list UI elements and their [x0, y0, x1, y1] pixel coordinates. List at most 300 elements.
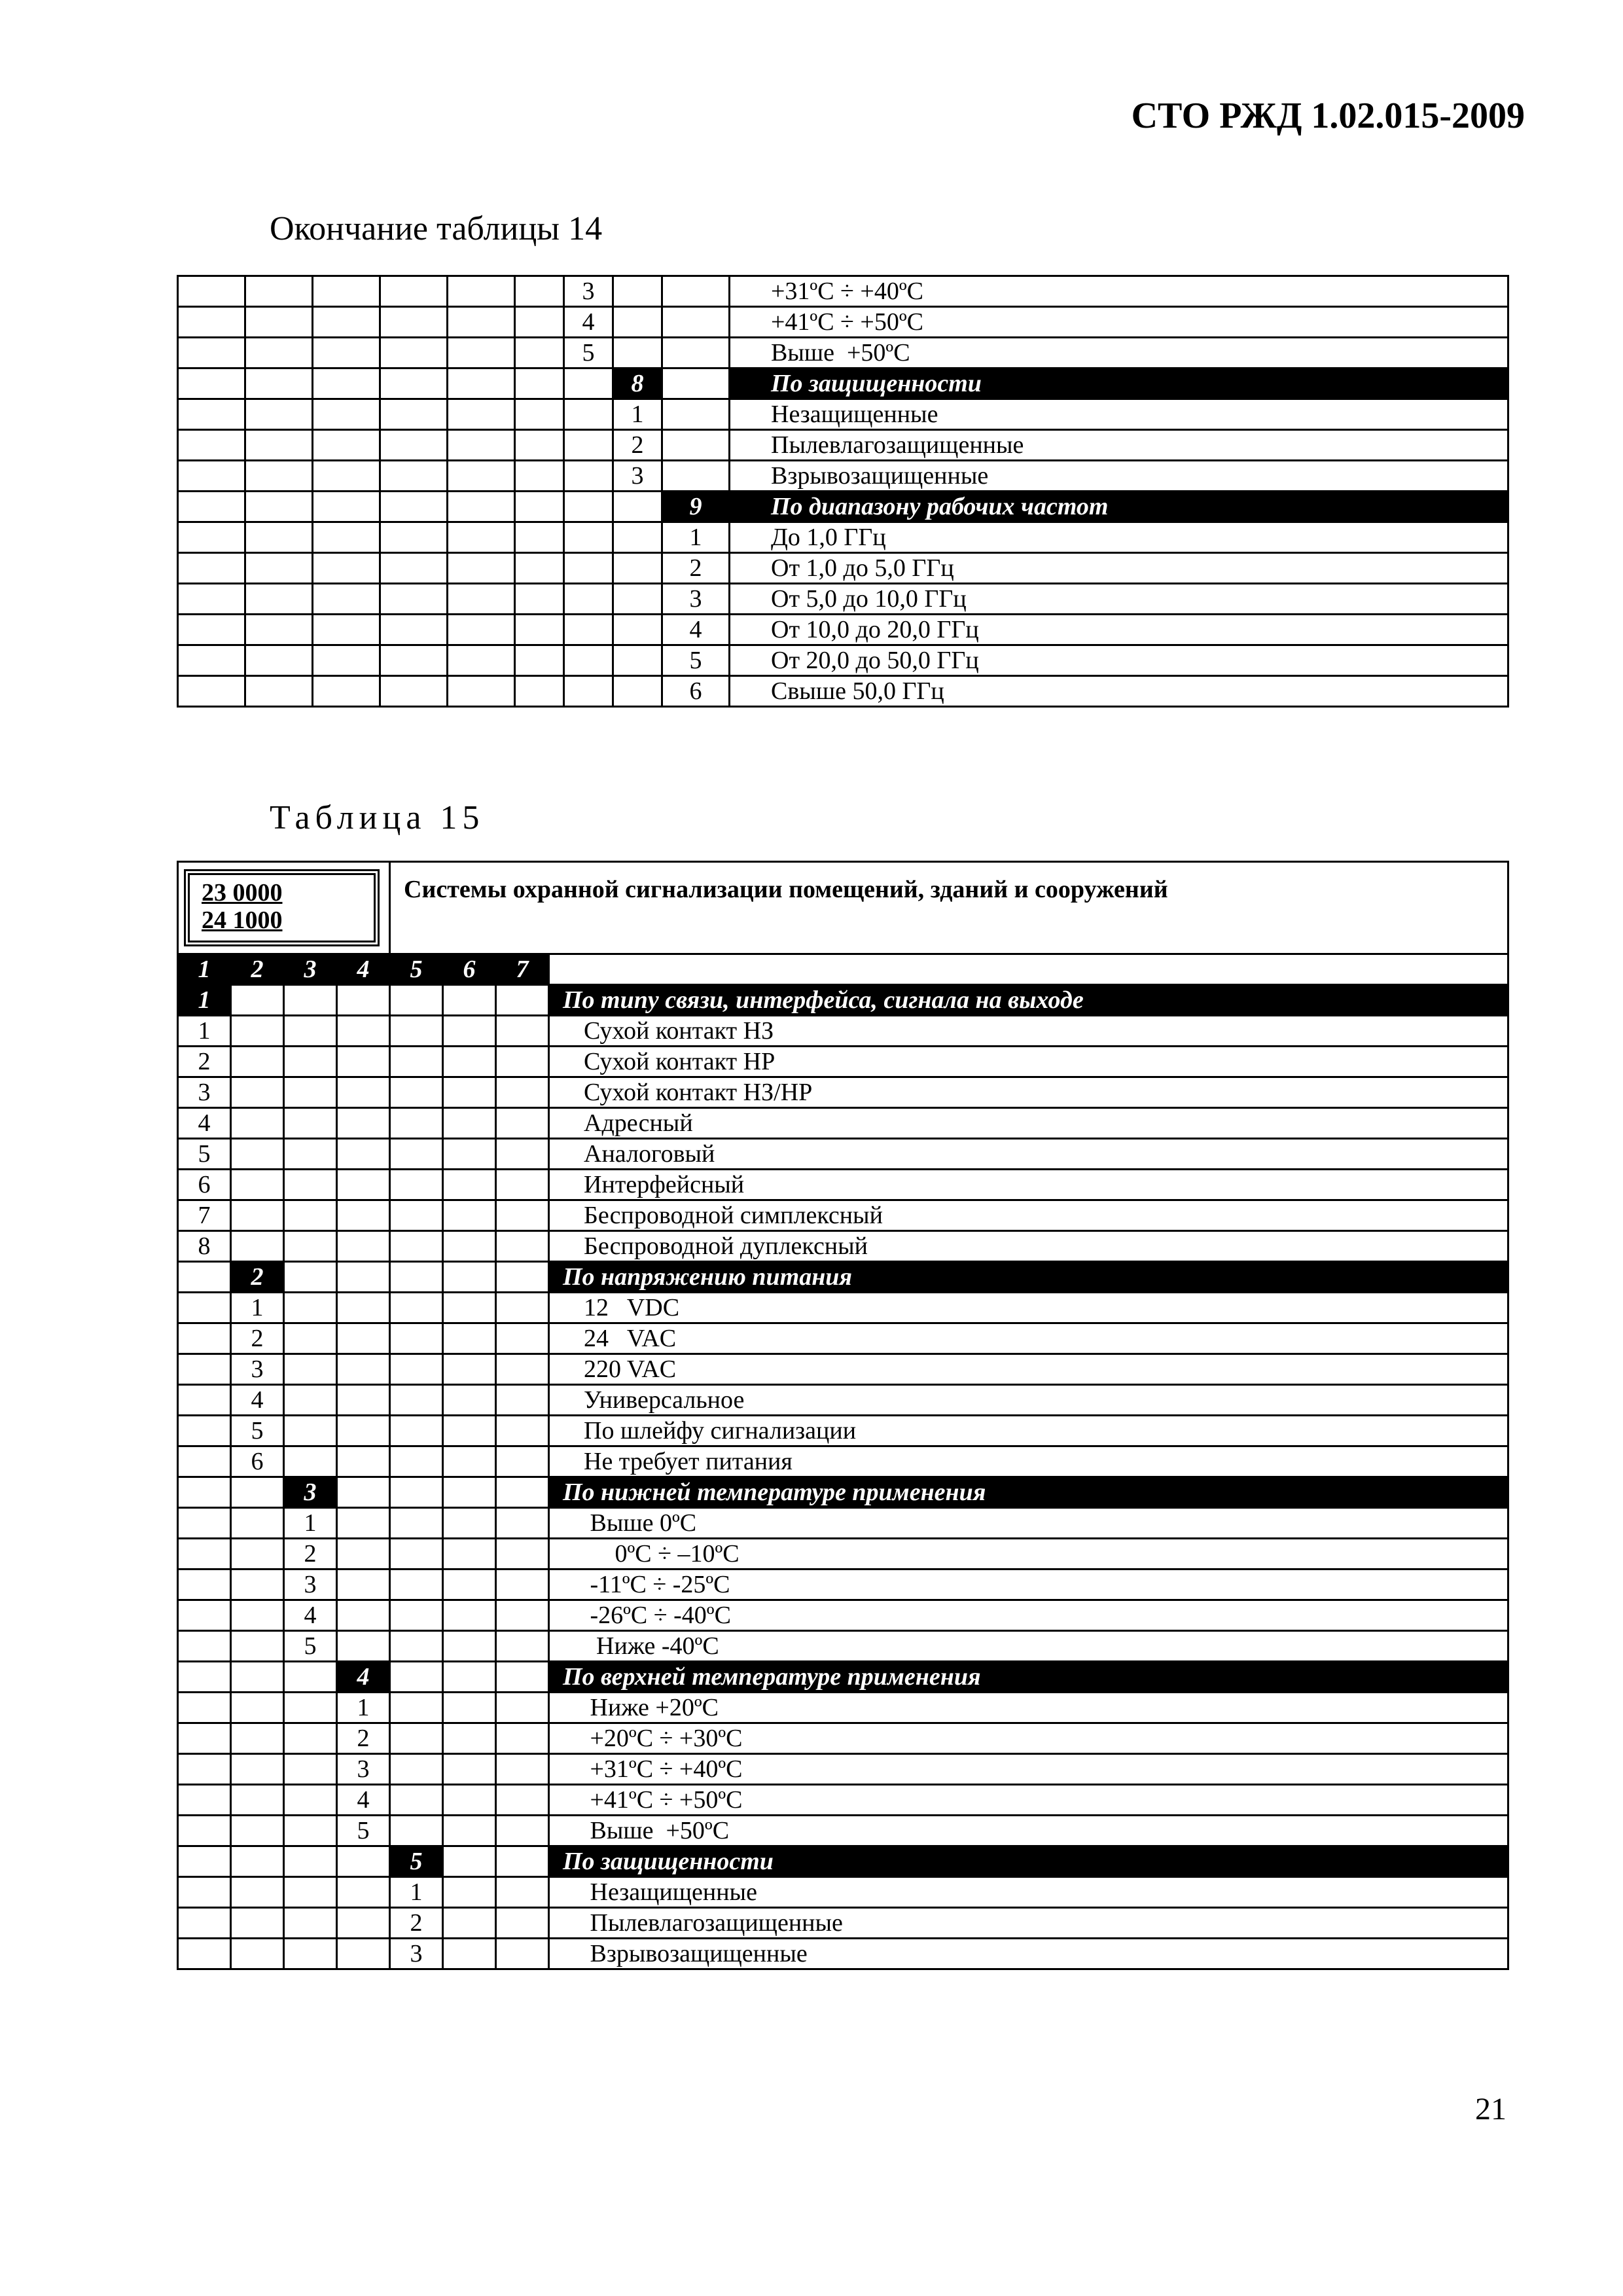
code-cell: 1	[613, 399, 662, 430]
empty-cell	[390, 1262, 443, 1293]
empty-cell	[337, 1047, 390, 1077]
empty-cell	[231, 1754, 284, 1785]
table-row	[178, 1570, 1508, 1600]
empty-cell	[245, 307, 313, 338]
table-row	[178, 461, 1508, 492]
empty-cell	[178, 1846, 231, 1877]
code-cell: 3	[178, 1077, 231, 1108]
empty-cell	[178, 461, 245, 492]
code-cell: 1	[662, 522, 730, 553]
empty-cell	[231, 1508, 284, 1539]
empty-cell	[178, 1385, 231, 1416]
empty-cell	[496, 1693, 549, 1723]
group-code-cell: 5	[390, 1846, 443, 1877]
group-title-cell: По верхней температуре применения	[549, 1662, 1508, 1693]
empty-cell	[443, 1570, 496, 1600]
table-row	[178, 1508, 1508, 1539]
code-cell: 8	[178, 1231, 231, 1262]
empty-cell	[448, 430, 515, 461]
empty-cell	[337, 1908, 390, 1939]
empty-cell	[178, 276, 245, 307]
empty-cell	[515, 399, 564, 430]
empty-cell	[231, 1908, 284, 1939]
description-cell: От 20,0 до 50,0 ГГц	[730, 645, 1508, 676]
empty-cell	[443, 1446, 496, 1477]
empty-cell	[231, 985, 284, 1016]
table-15	[177, 861, 1509, 1970]
empty-cell	[284, 1016, 337, 1047]
empty-cell	[564, 615, 613, 645]
empty-cell	[178, 1539, 231, 1570]
group-title-cell: По защищенности	[730, 368, 1508, 399]
empty-cell	[443, 1077, 496, 1108]
empty-cell	[496, 1570, 549, 1600]
table-row	[178, 1939, 1508, 1969]
empty-cell	[443, 1662, 496, 1693]
group-header-row	[178, 368, 1508, 399]
empty-cell	[178, 1416, 231, 1446]
empty-cell	[313, 492, 380, 522]
empty-cell	[284, 1047, 337, 1077]
table-row	[178, 676, 1508, 707]
empty-cell	[496, 1354, 549, 1385]
empty-cell	[245, 553, 313, 584]
code-cell: 5	[231, 1416, 284, 1446]
description-cell: +41ºС ÷ +50ºС	[549, 1785, 1508, 1816]
empty-cell	[443, 1231, 496, 1262]
description-cell: Незащищенные	[549, 1877, 1508, 1908]
description-cell: Беспроводной симплексный	[549, 1200, 1508, 1231]
empty-cell	[245, 276, 313, 307]
empty-cell	[284, 1816, 337, 1846]
empty-cell	[443, 1631, 496, 1662]
empty-cell	[284, 1354, 337, 1385]
empty-cell	[178, 1662, 231, 1693]
description-column-header	[549, 954, 1508, 985]
empty-cell	[337, 1139, 390, 1170]
code-cell: 2	[178, 1047, 231, 1077]
group-header-row	[178, 1662, 1508, 1693]
table-row	[178, 399, 1508, 430]
empty-cell	[496, 1416, 549, 1446]
empty-cell	[613, 522, 662, 553]
empty-cell	[448, 461, 515, 492]
empty-cell	[178, 338, 245, 368]
table-row	[178, 1693, 1508, 1723]
group-code-cell: 4	[337, 1662, 390, 1693]
empty-cell	[496, 1631, 549, 1662]
empty-cell	[496, 1047, 549, 1077]
empty-cell	[178, 553, 245, 584]
empty-cell	[496, 1385, 549, 1416]
empty-cell	[443, 1293, 496, 1323]
empty-cell	[245, 645, 313, 676]
empty-cell	[613, 276, 662, 307]
group-header-row	[178, 1846, 1508, 1877]
table-row	[178, 1231, 1508, 1262]
empty-cell	[284, 1754, 337, 1785]
empty-cell	[178, 1631, 231, 1662]
table-row	[178, 1908, 1508, 1939]
empty-cell	[496, 1816, 549, 1846]
empty-cell	[245, 338, 313, 368]
empty-cell	[245, 676, 313, 707]
empty-cell	[390, 985, 443, 1016]
table-row	[178, 1047, 1508, 1077]
empty-cell	[390, 1293, 443, 1323]
description-cell: От 5,0 до 10,0 ГГц	[730, 584, 1508, 615]
description-cell: Взрывозащищенные	[549, 1939, 1508, 1969]
empty-cell	[337, 1262, 390, 1293]
empty-cell	[284, 1077, 337, 1108]
empty-cell	[231, 1693, 284, 1723]
group-title-cell: По напряжению питания	[549, 1262, 1508, 1293]
code-cell: 1	[337, 1693, 390, 1723]
table-row	[178, 1323, 1508, 1354]
group-title-cell: По защищенности	[549, 1846, 1508, 1877]
code-cell: 3	[564, 276, 613, 307]
description-cell: -11ºС ÷ -25ºС	[549, 1570, 1508, 1600]
empty-cell	[662, 399, 730, 430]
empty-cell	[390, 1631, 443, 1662]
table-row	[178, 1600, 1508, 1631]
description-cell: От 1,0 до 5,0 ГГц	[730, 553, 1508, 584]
empty-cell	[390, 1416, 443, 1446]
empty-cell	[380, 676, 448, 707]
empty-cell	[380, 522, 448, 553]
description-cell: Сухой контакт НЗ/НР	[549, 1077, 1508, 1108]
empty-cell	[443, 1693, 496, 1723]
empty-cell	[390, 1077, 443, 1108]
description-cell: Выше 0ºС	[549, 1508, 1508, 1539]
table-row	[178, 553, 1508, 584]
description-cell: Взрывозащищенные	[730, 461, 1508, 492]
empty-cell	[443, 1508, 496, 1539]
code-cell: 6	[231, 1446, 284, 1477]
empty-cell	[448, 307, 515, 338]
empty-cell	[178, 615, 245, 645]
empty-cell	[178, 1877, 231, 1908]
description-cell: 12 VDC	[549, 1293, 1508, 1323]
empty-cell	[515, 338, 564, 368]
empty-cell	[496, 1662, 549, 1693]
empty-cell	[390, 1785, 443, 1816]
empty-cell	[178, 1354, 231, 1385]
empty-cell	[662, 276, 730, 307]
empty-cell	[443, 1600, 496, 1631]
empty-cell	[496, 1477, 549, 1508]
empty-cell	[313, 522, 380, 553]
description-cell: +41ºС ÷ +50ºС	[730, 307, 1508, 338]
empty-cell	[390, 1446, 443, 1477]
table-row	[178, 615, 1508, 645]
empty-cell	[390, 1539, 443, 1570]
empty-cell	[231, 1047, 284, 1077]
empty-cell	[443, 1385, 496, 1416]
empty-cell	[380, 615, 448, 645]
empty-cell	[245, 492, 313, 522]
empty-cell	[284, 1262, 337, 1293]
column-number: 7	[496, 954, 549, 985]
empty-cell	[284, 985, 337, 1016]
empty-cell	[443, 1416, 496, 1446]
empty-cell	[443, 1908, 496, 1939]
empty-cell	[380, 584, 448, 615]
empty-cell	[284, 1108, 337, 1139]
empty-cell	[443, 1477, 496, 1508]
code-cell: 7	[178, 1200, 231, 1231]
empty-cell	[337, 1323, 390, 1354]
empty-cell	[448, 584, 515, 615]
empty-cell	[390, 1600, 443, 1631]
empty-cell	[662, 368, 730, 399]
table-row	[178, 1385, 1508, 1416]
table15-title: Системы охранной сигнализации помещений, зданий и сооружений	[390, 862, 1508, 954]
empty-cell	[284, 1231, 337, 1262]
description-cell: Пылевлагозащищенные	[730, 430, 1508, 461]
empty-cell	[390, 1693, 443, 1723]
empty-cell	[443, 1785, 496, 1816]
empty-cell	[443, 1170, 496, 1200]
empty-cell	[496, 985, 549, 1016]
group-title-cell: По нижней температуре применения	[549, 1477, 1508, 1508]
empty-cell	[337, 1200, 390, 1231]
empty-cell	[178, 645, 245, 676]
empty-cell	[390, 1477, 443, 1508]
empty-cell	[337, 1108, 390, 1139]
empty-cell	[231, 1477, 284, 1508]
empty-cell	[448, 553, 515, 584]
code-cell: 6	[662, 676, 730, 707]
code-cell: 4	[564, 307, 613, 338]
code-cell: 4	[337, 1785, 390, 1816]
empty-cell	[337, 1939, 390, 1969]
empty-cell	[337, 1846, 390, 1877]
empty-cell	[337, 1385, 390, 1416]
empty-cell	[515, 461, 564, 492]
classifier-code-cell	[178, 862, 390, 954]
empty-cell	[178, 399, 245, 430]
empty-cell	[178, 1723, 231, 1754]
empty-cell	[496, 1108, 549, 1139]
empty-cell	[390, 1047, 443, 1077]
empty-cell	[390, 1231, 443, 1262]
empty-cell	[448, 676, 515, 707]
empty-cell	[390, 1723, 443, 1754]
empty-cell	[178, 1508, 231, 1539]
empty-cell	[443, 1108, 496, 1139]
empty-cell	[613, 492, 662, 522]
page-number: 21	[1475, 2092, 1507, 2126]
empty-cell	[564, 553, 613, 584]
empty-cell	[443, 1139, 496, 1170]
empty-cell	[231, 1662, 284, 1693]
empty-cell	[613, 676, 662, 707]
code-cell: 5	[564, 338, 613, 368]
empty-cell	[178, 1785, 231, 1816]
table-14	[177, 275, 1509, 708]
empty-cell	[662, 461, 730, 492]
empty-cell	[390, 1016, 443, 1047]
group-code-cell: 2	[231, 1262, 284, 1293]
empty-cell	[448, 276, 515, 307]
table-row	[178, 1016, 1508, 1047]
empty-cell	[380, 307, 448, 338]
description-cell: По шлейфу сигнализации	[549, 1416, 1508, 1446]
code-cell: 1	[390, 1877, 443, 1908]
code-cell: 4	[662, 615, 730, 645]
code-cell: 5	[662, 645, 730, 676]
empty-cell	[337, 1077, 390, 1108]
empty-cell	[390, 1570, 443, 1600]
empty-cell	[496, 1231, 549, 1262]
table-row	[178, 1170, 1508, 1200]
code-cell: 5	[178, 1139, 231, 1170]
description-cell: Сухой контакт НР	[549, 1047, 1508, 1077]
empty-cell	[515, 676, 564, 707]
table-row	[178, 1077, 1508, 1108]
empty-cell	[613, 553, 662, 584]
classifier-code-box	[184, 869, 380, 946]
empty-cell	[284, 1877, 337, 1908]
code-cell: 6	[178, 1170, 231, 1200]
group-header-row	[178, 492, 1508, 522]
empty-cell	[448, 645, 515, 676]
empty-cell	[515, 430, 564, 461]
column-number: 5	[390, 954, 443, 985]
description-cell: От 10,0 до 20,0 ГГц	[730, 615, 1508, 645]
empty-cell	[515, 553, 564, 584]
code-cell: 1	[178, 1016, 231, 1047]
table-row	[178, 1139, 1508, 1170]
empty-cell	[390, 1108, 443, 1139]
table-row	[178, 1108, 1508, 1139]
empty-cell	[284, 1323, 337, 1354]
empty-cell	[380, 368, 448, 399]
code-cell: 2	[390, 1908, 443, 1939]
empty-cell	[284, 1170, 337, 1200]
empty-cell	[231, 1631, 284, 1662]
table-row	[178, 1631, 1508, 1662]
empty-cell	[337, 1354, 390, 1385]
table-row	[178, 584, 1508, 615]
empty-cell	[443, 1323, 496, 1354]
table-row	[178, 1416, 1508, 1446]
empty-cell	[662, 307, 730, 338]
empty-cell	[313, 338, 380, 368]
empty-cell	[245, 430, 313, 461]
group-code-cell: 3	[284, 1477, 337, 1508]
empty-cell	[443, 1354, 496, 1385]
empty-cell	[496, 1293, 549, 1323]
empty-cell	[178, 1693, 231, 1723]
empty-cell	[231, 1108, 284, 1139]
code-cell: 3	[613, 461, 662, 492]
empty-cell	[443, 1723, 496, 1754]
empty-cell	[443, 1262, 496, 1293]
empty-cell	[496, 1139, 549, 1170]
empty-cell	[380, 553, 448, 584]
empty-cell	[515, 492, 564, 522]
empty-cell	[313, 461, 380, 492]
code-cell: 3	[284, 1570, 337, 1600]
description-cell: +31ºС ÷ +40ºС	[730, 276, 1508, 307]
empty-cell	[515, 584, 564, 615]
empty-cell	[178, 584, 245, 615]
group-header-row	[178, 1262, 1508, 1293]
group-code-cell: 9	[662, 492, 730, 522]
empty-cell	[496, 1200, 549, 1231]
code-cell: 3	[390, 1939, 443, 1969]
empty-cell	[448, 338, 515, 368]
empty-cell	[284, 1785, 337, 1816]
empty-cell	[515, 615, 564, 645]
empty-cell	[178, 430, 245, 461]
table-row	[178, 307, 1508, 338]
code-cell: 3	[337, 1754, 390, 1785]
empty-cell	[178, 1446, 231, 1477]
description-cell: Ниже +20ºС	[549, 1693, 1508, 1723]
table-row	[178, 522, 1508, 553]
description-cell: Незащищенные	[730, 399, 1508, 430]
empty-cell	[178, 1816, 231, 1846]
empty-cell	[564, 492, 613, 522]
table15-caption: Таблица 15	[270, 799, 485, 836]
empty-cell	[284, 1293, 337, 1323]
description-cell: Аналоговый	[549, 1139, 1508, 1170]
empty-cell	[496, 1016, 549, 1047]
empty-cell	[313, 430, 380, 461]
empty-cell	[613, 615, 662, 645]
empty-cell	[231, 1600, 284, 1631]
code-cell: 5	[284, 1631, 337, 1662]
empty-cell	[496, 1508, 549, 1539]
column-number: 3	[284, 954, 337, 985]
empty-cell	[380, 276, 448, 307]
empty-cell	[178, 1477, 231, 1508]
empty-cell	[390, 1323, 443, 1354]
empty-cell	[337, 1570, 390, 1600]
empty-cell	[662, 338, 730, 368]
description-cell: Универсальное	[549, 1385, 1508, 1416]
empty-cell	[443, 1816, 496, 1846]
empty-cell	[496, 1600, 549, 1631]
group-header-row	[178, 985, 1508, 1016]
empty-cell	[337, 1293, 390, 1323]
code-cell: 2	[284, 1539, 337, 1570]
empty-cell	[496, 1846, 549, 1877]
empty-cell	[448, 399, 515, 430]
empty-cell	[390, 1754, 443, 1785]
empty-cell	[443, 1846, 496, 1877]
description-cell: До 1,0 ГГц	[730, 522, 1508, 553]
code-cell: 2	[613, 430, 662, 461]
empty-cell	[390, 1385, 443, 1416]
description-cell: 220 VAC	[549, 1354, 1508, 1385]
empty-cell	[231, 1877, 284, 1908]
code-cell: 4	[284, 1600, 337, 1631]
table-row	[178, 338, 1508, 368]
empty-cell	[443, 985, 496, 1016]
empty-cell	[178, 1262, 231, 1293]
empty-cell	[313, 676, 380, 707]
empty-cell	[613, 645, 662, 676]
empty-cell	[613, 307, 662, 338]
classifier-code-1: 23 0000	[202, 879, 283, 906]
empty-cell	[231, 1170, 284, 1200]
code-cell: 4	[231, 1385, 284, 1416]
empty-cell	[284, 1846, 337, 1877]
